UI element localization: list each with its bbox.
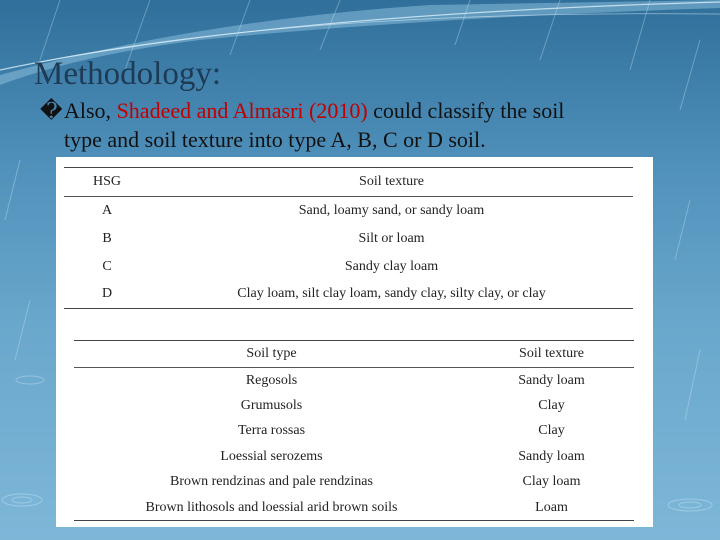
- table-cell: Silt or loam: [358, 230, 425, 246]
- header-soil-texture: Soil texture: [519, 346, 584, 361]
- table-cell: Sandy clay loam: [344, 258, 439, 274]
- header-soil-texture: Soil texture: [359, 174, 424, 189]
- slide-body: [40, 96, 690, 154]
- table-header-row: [74, 341, 634, 368]
- table-cell: Terra rossas: [237, 423, 306, 439]
- table-row: [74, 495, 634, 521]
- text-before: Also,: [64, 98, 117, 123]
- table-cell: Grumusols: [240, 397, 303, 413]
- table-cell: Loam: [535, 499, 568, 515]
- table-row: [64, 197, 633, 225]
- table-row: [74, 393, 634, 419]
- table-cell: Clay: [538, 397, 565, 413]
- table-row: [74, 470, 634, 496]
- hsg-table: [64, 167, 633, 309]
- table-row: [74, 368, 634, 394]
- table-row: [64, 225, 633, 253]
- table-cell: Loessial serozems: [220, 448, 323, 464]
- table-cell: Brown rendzinas and pale rendzinas: [170, 474, 373, 490]
- table-row: [64, 253, 633, 281]
- table-cell: Sandy loam: [518, 448, 585, 464]
- slide-title: Methodology:: [34, 56, 221, 92]
- bullet-line-1: [40, 96, 690, 125]
- table-cell: C: [102, 258, 112, 274]
- table-cell: Clay loam, silt clay loam, sandy clay, silty clay, or clay: [237, 286, 546, 302]
- table-row: [74, 419, 634, 445]
- header-soil-type: Soil type: [246, 346, 297, 361]
- bullet-glyph: �: [40, 98, 63, 123]
- table-image-panel: [56, 157, 653, 527]
- text-after: could classify the soil: [367, 98, 565, 123]
- soil-type-table: [74, 340, 634, 521]
- header-hsg: HSG: [92, 174, 121, 189]
- table-cell: Sand, loamy sand, or sandy loam: [298, 202, 485, 218]
- table-header-row: [64, 168, 633, 197]
- table-cell: Regosols: [245, 372, 298, 388]
- table-cell: B: [102, 230, 112, 246]
- bullet-line-2: type and soil texture into type A, B, C or D soil.: [64, 127, 486, 152]
- table-cell: Sandy loam: [518, 372, 585, 388]
- table-cell: Brown lithosols and loessial arid brown soils: [145, 499, 398, 515]
- table-cell: D: [101, 286, 113, 302]
- citation-highlight: Shadeed and Almasri (2010): [116, 98, 368, 123]
- table-row: [74, 444, 634, 470]
- table-cell: Clay loam: [522, 474, 581, 490]
- table-cell: A: [101, 202, 113, 218]
- table-cell: Clay: [538, 423, 565, 439]
- table-row: [64, 281, 633, 309]
